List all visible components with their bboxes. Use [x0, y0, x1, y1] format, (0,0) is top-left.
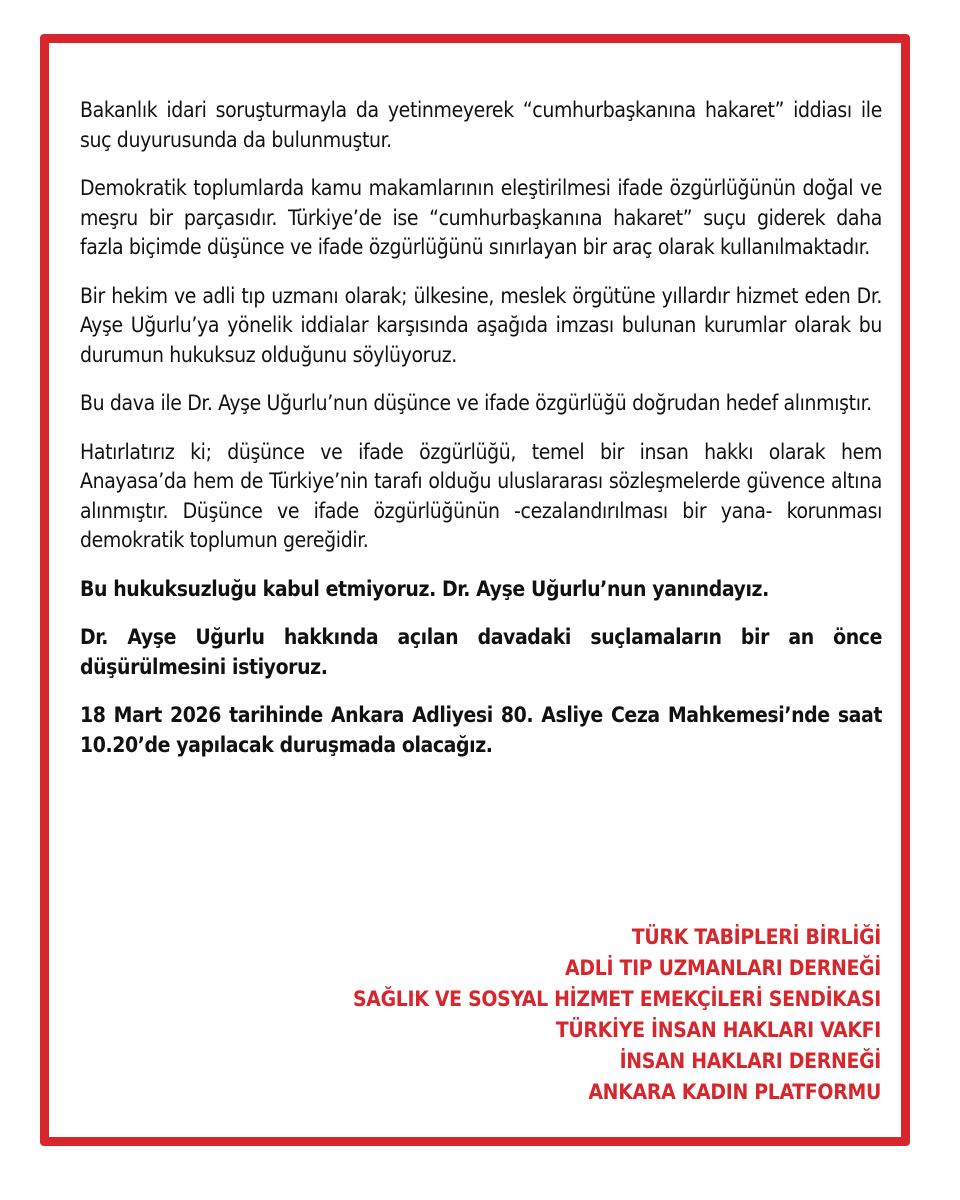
paragraph-constitutional-guarantee: Hatırlatırız ki; düşünce ve ifade özgürlüğü, temel bir insan hakkı olarak hem Anayasa’da hem de Türkiye’nin tarafı olduğu uluslararası sözleşmelerde güvence altına alınmıştır. Düşünce ve ifade özgürlüğünün -cezalandırılması bir yana- korunması demokratik toplumun gereğidir. [80, 439, 882, 552]
signatory-tihv: TÜRKİYE İNSAN HAKLARI VAKFI [555, 1018, 881, 1042]
paragraph-hearing-date: 18 Mart 2026 tarihinde Ankara Adliyesi 80. Asliye Ceza Mahkemesi’nde saat 10.20’de yapılacak duruşmada olacağız. [80, 703, 882, 757]
paragraph-unlawful-situation: Bir hekim ve adli tıp uzmanı olarak; ülkesine, meslek örgütüne yıllardır hizmet eden Dr. Ayşe Uğurlu’ya yönelik iddialar karşısında aşağıda imzası bulunan kurumlar olarak bu durumun hukuksuz olduğunu söylüyoruz. [80, 283, 882, 367]
signatory-ankara-kadin: ANKARA KADIN PLATFORMU [588, 1080, 881, 1104]
statement-body [80, 96, 882, 779]
signatory-list [353, 922, 881, 1108]
paragraph-demand-dismissal: Dr. Ayşe Uğurlu hakkında açılan davadaki suçlamaların bir an önce düşürülmesini istiyoruz. [80, 625, 882, 679]
signatory-ihd: İNSAN HAKLARI DERNEĞİ [619, 1049, 881, 1073]
signatory-adli-tip: ADLİ TIP UZMANLARI DERNEĞİ [565, 956, 881, 980]
paragraph-freedom-of-expression: Demokratik toplumlarda kamu makamlarının eleştirilmesi ifade özgürlüğünün doğal ve meşru bir parçasıdır. Türkiye’de ise “cumhurbaşkanına hakaret” suçu giderek daha fazla biçimde düşünce ve ifade özgürlüğünü sınırlayan bir araç olarak kullanılmaktadır. [80, 176, 882, 259]
paragraph-criminal-complaint: Bakanlık idari soruşturmayla da yetinmeyerek “cumhurbaşkanına hakaret” iddiası ile suç duyurusunda da bulunmuştur. [80, 98, 882, 152]
paragraph-direct-target: Bu dava ile Dr. Ayşe Uğurlu’nun düşünce ve ifade özgürlüğü doğrudan hedef alınmıştır. [80, 391, 872, 415]
signatory-ses: SAĞLIK VE SOSYAL HİZMET EMEKÇİLERİ SENDİKASI [352, 987, 881, 1011]
paragraph-solidarity: Bu hukuksuzluğu kabul etmiyoruz. Dr. Ayşe Uğurlu’nun yanındayız. [80, 576, 769, 601]
signatory-ttb: TÜRK TABİPLERİ BİRLİĞİ [631, 925, 881, 949]
